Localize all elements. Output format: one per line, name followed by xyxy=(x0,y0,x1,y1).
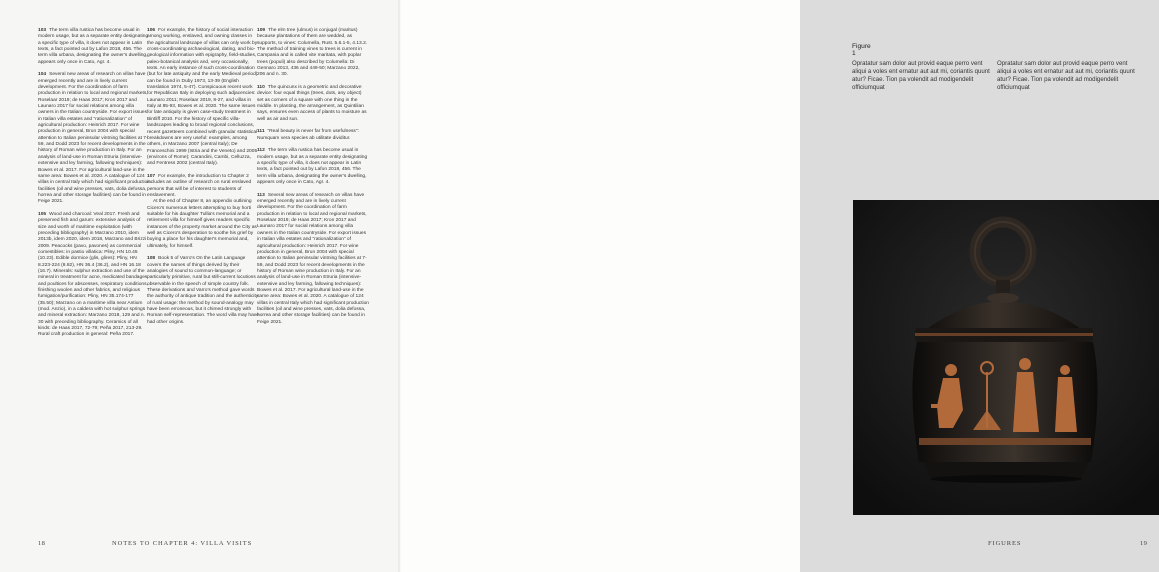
endnote xyxy=(257,85,369,123)
endnote-number: 106 xyxy=(147,28,156,33)
notes-column-2 xyxy=(147,28,259,332)
left-page-number: 18 xyxy=(38,540,46,547)
endnote xyxy=(38,72,150,205)
endnote-continuation: At the end of Chapter 8, an appendix outlining Cicero's numerous letters attempting to buy horti suitable for his daughter Tullia's memorial and a retirement villa for himself gives readers specific instances of the property market around the City as well as Cicero's desperation to soothe his grief by buying a place for his daughter's memorial and, ultimately, for himself. xyxy=(147,199,257,249)
endnote-text: The elm tree (ulmus) is conjugal (maritus) because plantations of them are wedded, as supports, to vines: Columella, Rust. 5.6.1-5, 4.13.2. The method of training vines to trees is current in Campania and is called vite maritata, with poplar trees (populi) also described by Columella: Di Gennaro 2013, 436 and 449-50; Marzano 2022, 206 and n. 30. xyxy=(257,28,368,78)
spine-gutter xyxy=(398,0,402,572)
endnote-text: For example, the history of social interaction among working, enslaved, and owning classes in the agricultural landscape of villas can only work by cross-coordinating archaeological, dating, and bio-geological information with epigraphy, field-studies, paleo-botanical analysis and, very occasionally, texts. An early instance of such cross-coordination (but for late antiquity and the early Medieval period) can be found in Duby 1973, 13-39 (English translation 1974, 5-47). Conspicuous recent work for Republican Italy in deploying such adjacencies: Launaro 2011; Roselaar 2019, 8-27, and villas in Italy at 85-93, Bowes et al. 2020. The same issues for late antiquity is given case-study treatment in Bintliff 2010. For the history of specific villa-landscapes leading to broad regional conclusions, recent gazetteers combined with granular statistical breakdowns are very useful: examples, among others, in Marzano 2007 (central Italy); De Franceschini 1999 (Istria and the Veneto) and 2005 (environs of Rome); Carandini, Cambi, Celluzza, and Fentress 2002 (central Italy). xyxy=(147,28,258,167)
endnote-number: 107 xyxy=(147,173,156,179)
right-page-number: 19 xyxy=(1140,540,1148,547)
endnote xyxy=(257,129,369,142)
endnote xyxy=(257,148,369,186)
endnote-number: 111 xyxy=(257,129,265,135)
endnote-text: The term villa rustica has become usual in modern usage, but as a separate entity designating a specific type of villa, it does not appear in Latin texts, a fact pointed out by Lafon 2018, 456. The term villa urbana, designating the owner's dwelling, appears only once in Cato, Agr. 4. xyxy=(257,148,368,186)
endnote-text: Wood and charcoal: Veal 2017. Fresh and preserved fish and garum: extensive analysis of size and worth of maritime exploitation (with preceding bibliography) in Marzano 2010, idem 2013b, idem 2020, idem 2018, Marzano and Brizzi 2009. Peacocks (pavo, pavones) as commercial comestibles: in pastio villatica: Pliny, HN 10.45 (10.23). Edible dormice (glis, glires): Pliny, HN 8.223-224 (8.82), HN 36.4 (36.2), and HN 16.18 (16.7). Minerals: sulphur extraction and use of the mineral in treatment for acne, medicated bandages and poultices for abscesses, respiratory conditions, finishing woolen and other fabrics, and religious fumigation/purification: Pliny, HN 35.174-177 (35.50); Marzano on a maritime villa near Antium (mod. Anzio), in a caldera with hot sulphur springs and mineral extraction: Marzano 2018, 129 and n. 30 with preceding bibliography. Ceramics of all kinds: de Haas 2017, 72-79; Peña 2017, 213-29. Rural craft production in general: Peña 2017. xyxy=(38,211,148,338)
endnote-number: 105 xyxy=(38,211,47,217)
endnote-number: 104 xyxy=(38,72,47,78)
notes-column-1 xyxy=(38,28,150,345)
notes-column-3 xyxy=(257,28,369,332)
endnote-text: Several new areas of research on villas have emerged recently and are in lively current development. For the coordination of farm production in relation to local and regional markets, Roselaar 2019; de Haas 2017; Kron 2017 and Launaro 2017 for social relations among villa owners in the Italian countryside. For export issues in Italian villa estates and “rationalization” of agricultural production: Heinrich 2017. For wine production in general, Brun 2004 with special attention to Italian peninsular vintning facilities at 7-59, and Dodd 2023 for recent developments in the history of Roman wine production in Italy. For an analysis of land-use in Roman Etruria (intensive-extensive and ley farming, fallowing techniques): Bowes et al. 2017. For agricultural land-use in the same area: Bowes et al. 2020. A catalogue of 124 villas in central Italy which had significant production facilities (oil and wine presses, vats, dolia defossa, horrea and other storage facilities) can be found in Feige 2021. xyxy=(38,72,151,205)
endnote-number: 103 xyxy=(38,28,47,33)
endnote-text: Book 5 of Varro's On the Latin Language covers the names of things derived by their analogies of sound to common-language; or particularly primitive, rural but still-current locutions observable in the speech of simple country folk. These derivations and Varro's method gave words the authority of antique tradition and the authenticity of rural usage: the method by sound-analogy may have been erroneous, but it chimed strongly with Roman self-representation. The word villa may have had other origins. xyxy=(147,256,259,325)
endnote xyxy=(38,212,150,339)
figure-photo xyxy=(853,200,1159,515)
left-page xyxy=(0,0,400,572)
endnote xyxy=(257,193,369,326)
endnote xyxy=(147,174,259,250)
endnote xyxy=(147,28,259,168)
figure-caption-right: Opratatur sam dolor aut provid eaque perro vent aliqui a voles ent ernatur aut aut mi, coriantis quunt atur? Ficae. Tion pa volendit ad modigendelit officiumquat xyxy=(997,60,1135,92)
right-page xyxy=(400,0,1148,572)
endnote-number: 112 xyxy=(257,148,265,154)
endnote xyxy=(147,256,259,326)
endnote-text: The term villa rustica has become usual in modern usage, but as a separate entity designating a specific type of villa, it does not appear in Latin texts, a fact pointed out by Lafon 2018, 456. The term villa urbana, designating the owner's dwelling, appears only once in Cato, Agr. 4. xyxy=(38,28,149,65)
endnote-text: “Real beauty is never far from usefulness”: Numquam vera species ab utilitate dividitur. xyxy=(257,129,359,141)
endnote-text: The quincunx is a geometric and decorative device: four equal things (trees, dots, any object) set as corners of a square with one thing in the middle. In planting, the arrangement, as Quintilian says, ensures even access of plants to moisture as well as air and sun. xyxy=(257,85,367,122)
left-running-head: NOTES TO CHAPTER 4: VILLA VISITS xyxy=(112,540,253,547)
figure-caption-left: Opratatur sam dolor aut provid eaque perro vent aliqui a voles ent ernatur aut aut mi, coriantis quunt atur? Ficae. Tion pa volendit ad modigendelit officiumquat xyxy=(852,60,990,92)
figure-title: Figure 1 xyxy=(852,43,871,57)
endnote-number: 110 xyxy=(257,85,265,91)
endnote xyxy=(38,28,150,66)
right-running-head: FIGURES xyxy=(988,540,1022,547)
endnote-number: 109 xyxy=(257,28,266,33)
endnote-text: Several new areas of research on villas have emerged recently and are in lively current development. For the coordination of farm production in relation to local and regional markets, Roselaar 2019; de Haas 2017; Kron 2017 and Launaro 2017 for social relations among villa owners in the Italian countryside. For export issues in Italian villa estates and “rationalization” of agricultural production: Heinrich 2017. For wine production in general, Brun 2004 with special attention to Italian peninsular vintning facilities at 7-59, and Dodd 2023 for recent developments in the history of Roman wine production in Italy. For an analysis of land-use in Roman Etruria (intensive-extensive and ley farming, fallowing techniques): Bowes et al. 2017. For agricultural land-use in the same area: Bowes et al. 2020. A catalogue of 124 villas in central Italy which had significant production facilities (oil and wine presses, vats, dolia defossa, horrea and other storage facilities) can be found in Feige 2021. xyxy=(257,192,370,325)
vase-illustration xyxy=(853,200,1159,515)
endnote xyxy=(257,28,369,79)
endnote-number: 108 xyxy=(147,256,156,262)
endnote-number: 113 xyxy=(257,192,265,198)
endnote-text: For example, the introduction to Chapter 2 includes an outline of research on rural enslaved persons that will be of interest to students of enslavement. xyxy=(147,173,252,198)
